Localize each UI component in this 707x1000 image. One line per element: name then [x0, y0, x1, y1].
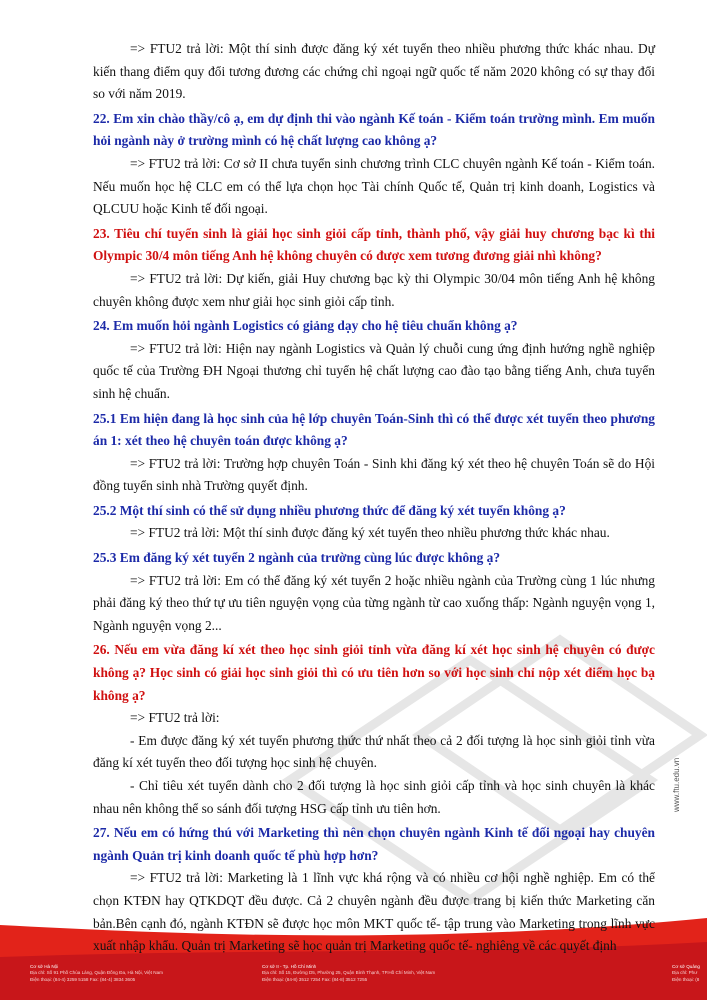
- footer-hcmc-address: Địa chỉ: Số 15, Đường D5, Phường 25, Quận Bình Thạnh, TP.Hồ Chí Minh, Việt Nam: [262, 970, 436, 976]
- footer-hanoi-phone: Điện thoại: (84-4) 3259 5158 Fax: (84-4) 3834 3605: [30, 976, 136, 982]
- website-url: www.ftu.edu.vn: [672, 757, 681, 812]
- question-heading: 24. Em muốn hỏi ngành Logistics có giảng dạy cho hệ tiêu chuẩn không ạ?: [93, 318, 518, 334]
- footer-hanoi-title: Cơ sở Hà Nội: [30, 964, 59, 969]
- answer-paragraph: - Chỉ tiêu xét tuyển dành cho 2 đối tượng là học sinh giỏi cấp tỉnh và học sinh chuyên là khác nhau nên không thể so sánh đối tượng HSG cấp tỉnh ưu tiên hơn.: [93, 778, 655, 816]
- answer-paragraph: => FTU2 trả lời: Một thí sinh được đăng ký xét tuyển theo nhiều phương thức khác nhau.: [130, 525, 610, 541]
- answer-paragraph: - Em được đăng ký xét tuyển phương thức thứ nhất theo cả 2 đối tượng là học sinh giỏi tỉnh vừa đăng kí xét tuyển theo đối tượng học sinh hệ chuyên.: [93, 732, 655, 771]
- footer-hanoi-address: Địa chỉ: Số 91 Phố Chùa Láng, Quận Đống Đa, Hà Nội, Việt Nam: [30, 970, 163, 976]
- footer-hcmc-campus: [262, 964, 435, 983]
- question-heading: 26. Nếu em vừa đăng kí xét theo học sinh giỏi tỉnh vừa đăng kí xét học sinh hệ chuyên có được không ạ? Học sinh có giải học sinh giỏi thì có ưu tiên hơn so với học sinh chỉ nộp xét điểm học bạ không ạ?: [93, 642, 655, 703]
- footer-quangninh-title: Cơ sở Quảng: [672, 964, 700, 969]
- answer-paragraph: => FTU2 trả lời: Một thí sinh được đăng ký xét tuyển theo nhiều phương thức khác nhau. Dự kiến thang điểm quy đổi tương đương các chứng chỉ ngoại ngữ quốc tế năm 2020 không có sự thay đổi so với năm 2019.: [93, 41, 655, 102]
- answer-paragraph: => FTU2 trả lời: Cơ sở II chưa tuyển sinh chương trình CLC chuyên ngành Kế toán - Kiểm toán. Nếu muốn học hệ CLC em có thể lựa chọn học Tài chính Quốc tế, Quản trị kinh doanh, Logistics và QLCUU hoặc Kinh tế đối ngoại.: [93, 155, 655, 217]
- footer: [0, 940, 707, 1000]
- question-heading: 25.3 Em đăng ký xét tuyển 2 ngành của trường cùng lúc được không ạ?: [93, 550, 501, 566]
- footer-quangninh-phone: Điện thoại: (8: [672, 976, 700, 982]
- answer-paragraph: => FTU2 trả lời: Em có thể đăng ký xét tuyển 2 hoặc nhiều ngành của Trường cùng 1 lúc nhưng phải đăng ký theo thứ tự ưu tiên nguyện vọng của từng ngành từ cao xuống thấp: Ngành nguyện vọng 1, Ngành nguyện vọng 2...: [93, 572, 655, 633]
- question-heading: 22. Em xin chào thầy/cô ạ, em dự định thi vào ngành Kế toán - Kiểm toán trường mình. Em muốn hỏi ngành này ở trường mình có hệ chất lượng cao không ạ?: [93, 110, 655, 149]
- answer-paragraph: => FTU2 trả lời: Marketing là 1 lĩnh vực khá rộng và có nhiều cơ hội nghề nghiệp. Em có thể chọn KTĐN hay QTKDQT đều được. Cả 2 chuyên ngành đều được trang bị kiến thức Marketing căn bản.Bên cạnh đó, ngành KTĐN sẽ được học môn MKT quốc tế- tập trung vào Marketing trong lĩnh vực xuất nhập khẩu. Quản trị Marketing sẽ học quản trị Marketing quốc tế- nghiêng về các quyết định: [93, 870, 655, 954]
- document-body: [93, 38, 655, 958]
- question-heading: 23. Tiêu chí tuyển sinh là giải học sinh giỏi cấp tỉnh, thành phố, vậy giải huy chương bạc kì thi Olympic 30/4 môn tiếng Anh hệ không chuyên có được xem tương đương giải nhì không?: [93, 225, 655, 264]
- answer-paragraph: => FTU2 trả lời: Dự kiến, giải Huy chương bạc kỳ thi Olympic 30/04 môn tiếng Anh hệ không chuyên không được xem như giải học sinh giỏi cấp tỉnh.: [93, 270, 655, 309]
- footer-hcmc-phone: Điện thoại: (84-8) 3512 7254 Fax: (84-8) 3512 7255: [262, 976, 368, 982]
- footer-hanoi-campus: [30, 964, 163, 983]
- footer-hcmc-title: Cơ sở II - Tp. Hồ Chí Minh: [262, 964, 317, 969]
- question-heading: 27. Nếu em có hứng thú với Marketing thì nên chọn chuyên ngành Kinh tế đối ngoại hay chuyên ngành Quản trị kinh doanh quốc tế phù hợp hơn?: [93, 825, 655, 863]
- footer-quangninh-campus: [672, 964, 707, 983]
- footer-quangninh-address: Địa chỉ: Phư: [672, 970, 698, 976]
- answer-paragraph: => FTU2 trả lời: Trường hợp chuyên Toán - Sinh khi đăng ký xét theo hệ chuyên Toán sẽ do Hội đồng tuyển sinh nhà Trường quyết định.: [93, 455, 655, 494]
- question-heading: 25.1 Em hiện đang là học sinh của hệ lớp chuyên Toán-Sinh thì có thể được xét tuyển theo phương án 1: xét theo hệ chuyên toán được không ạ?: [93, 410, 655, 449]
- answer-paragraph: => FTU2 trả lời: Hiện nay ngành Logistics và Quản lý chuỗi cung ứng định hướng nghề nghiệp quốc tế của Trường ĐH Ngoại thương chỉ tuyển hệ chất lượng cao đào tạo bằng tiếng Anh, chưa tuyển sinh hệ chuẩn.: [93, 340, 655, 401]
- question-heading: 25.2 Một thí sinh có thể sử dụng nhiều phương thức để đăng ký xét tuyển không ạ?: [93, 502, 566, 518]
- answer-paragraph: => FTU2 trả lời:: [130, 710, 220, 726]
